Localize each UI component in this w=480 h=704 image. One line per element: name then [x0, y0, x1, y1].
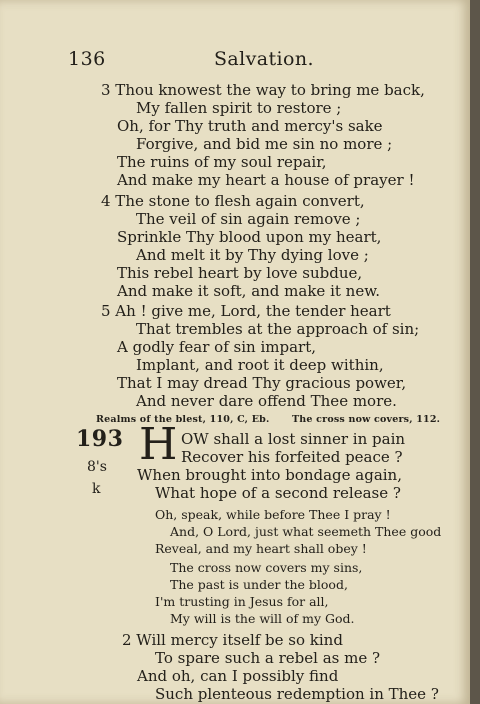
running-head: Salvation. [214, 48, 314, 70]
stanza3-line-5: The ruins of my soul repair, [117, 153, 327, 171]
hymn-number: 193 [76, 426, 124, 452]
refrain-a-line-3: Reveal, and my heart shall obey ! [155, 541, 367, 556]
refrain-a-line-1: Oh, speak, while before Thee I pray ! [155, 507, 391, 522]
stanza4-line-1: 4 The stone to flesh again convert, [101, 192, 365, 210]
stanza5-line-1: 5 Ah ! give me, Lord, the tender heart [101, 302, 391, 320]
stanza5-line-6: And never dare offend Thee more. [136, 392, 397, 410]
tune-ref-left: Realms of the blest, 110, C, Eb. [96, 414, 270, 425]
stanza4-line-6: And make it soft, and make it new. [117, 282, 381, 300]
book-gutter [470, 0, 480, 704]
stanza4-line-2: The veil of sin again remove ; [136, 210, 361, 228]
page-header [68, 48, 448, 72]
page-number: 136 [68, 48, 106, 70]
stanza4-line-4: And melt it by Thy dying love ; [136, 246, 369, 264]
stanza3-line-2: My fallen spirit to restore ; [136, 99, 342, 117]
hymn-verse2-line-4: Such plenteous redemption in Thee ? [155, 685, 439, 703]
hymn-meter: 8's [87, 459, 107, 475]
stanza5-line-4: Implant, and root it deep within, [136, 356, 384, 374]
refrain-b-line-2: The past is under the blood, [170, 577, 348, 592]
stanza3-line-6: And make my heart a house of prayer ! [117, 171, 415, 189]
hymn-verse1-line-2: Recover his forfeited peace ? [181, 448, 403, 466]
stanza3-line-1: 3 Thou knowest the way to bring me back, [101, 81, 425, 99]
stanza4-line-5: This rebel heart by love subdue, [117, 264, 363, 282]
hymn-verse1-line-1: OW shall a lost sinner in pain [181, 430, 406, 448]
stanza5-line-3: A godly fear of sin impart, [117, 338, 316, 356]
stanza5-line-5: That I may dread Thy gracious power, [117, 374, 407, 392]
refrain-b-line-3: I'm trusting in Jesus for all, [155, 594, 329, 609]
hymn-key: k [92, 481, 101, 497]
refrain-a-line-2: And, O Lord, just what seemeth Thee good [170, 524, 442, 539]
hymn-verse2-line-1: 2 Will mercy itself be so kind [122, 631, 343, 649]
tune-ref-right: The cross now covers, 112. [292, 414, 441, 425]
hymn-verse2-line-2: To spare such a rebel as me ? [155, 649, 381, 667]
stanza3-line-3: Oh, for Thy truth and mercy's sake [117, 117, 383, 135]
hymn-verse2-line-3: And oh, can I possibly find [137, 667, 339, 685]
hymn-verse1-line-3: When brought into bondage again, [137, 466, 402, 484]
drop-cap: H [139, 419, 177, 470]
stanza5-line-2: That trembles at the approach of sin; [136, 320, 420, 338]
refrain-b-line-1: The cross now covers my sins, [170, 560, 363, 575]
stanza3-line-4: Forgive, and bid me sin no more ; [136, 135, 393, 153]
hymn-verse1-line-4: What hope of a second release ? [155, 484, 401, 502]
refrain-b-line-4: My will is the will of my God. [170, 611, 355, 626]
stanza4-line-3: Sprinkle Thy blood upon my heart, [117, 228, 382, 246]
